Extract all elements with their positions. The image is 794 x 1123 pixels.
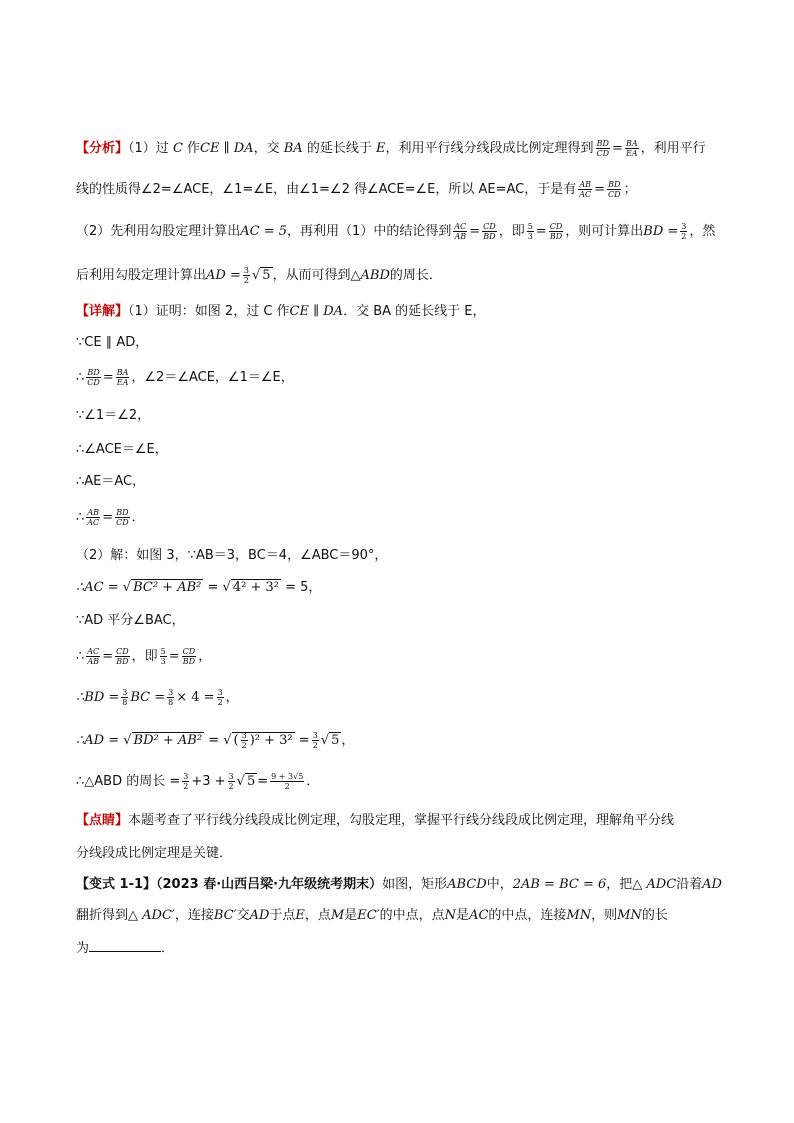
fraction: $\frac{3}{2}$ [183,772,189,791]
detail-tag: 【详解】 [76,304,129,319]
detail-line-6: ∴AE＝AC， [76,474,146,489]
detail-line-9: ∴AC = √ BC² + AB² = √ 4² + 3² = 5， [76,580,322,595]
fraction: $\frac{3}{2}$ [228,772,234,791]
fraction: $\frac{5}{3}$ [527,222,533,241]
variant-line-3: 为 ． [76,941,175,956]
fraction: $\frac{9 + 3√5}{2}$ [271,772,304,791]
fraction: $\frac{3}{2}$ [217,688,223,707]
fraction: $\frac{BA}{EA}$ [625,139,638,158]
fraction: $\frac{BD}{CD}$ [116,508,129,527]
fraction: $\frac{AC}{AB}$ [454,222,467,241]
analysis-tag: 【分析】 [76,141,129,156]
comment-line-1: 【点睛】本题考查了平行线分线段成比例定理，勾股定理，掌握平行线分线段成比例定理，理解角平分线 [76,813,675,828]
fraction: $\frac{3}{8}$ [168,688,174,707]
fraction: $\frac{AC}{AB}$ [87,647,100,666]
detail-line-4: ∵∠1＝∠2， [76,408,151,423]
variant-tag: 【变式 1-1】 [76,877,157,892]
variant-source: （2023 春·山西吕梁·九年级统考期末） [156,877,383,892]
fraction: $\frac{3}{2}$ [241,731,247,750]
fraction: $\frac{BD}{CD}$ [608,180,621,199]
detail-line-8: （2）解：如图 3，∵AB＝3，BC＝4，∠ABC＝90°， [76,548,388,563]
fraction: $\frac{3}{2}$ [312,731,318,750]
fraction: $\frac{3}{8}$ [122,688,128,707]
answer-blank[interactable] [89,939,161,952]
fraction: $\frac{AB}{AC}$ [87,508,100,527]
analysis-line-2: 线的性质得∠2=∠ACE，∠1=∠E，由∠1=∠2 得∠ACE=∠E，所以 AE=AC，于是有 $\frac{AB}{AC}$ = $\frac{BD}{CD}$ ； [76,180,637,199]
comment-line-2: 分线段成比例定理是关键． [76,846,233,861]
fraction: $\frac{3}{2}$ [681,222,687,241]
fraction: $\frac{BD}{CD}$ [596,139,610,158]
detail-line-13: ∴AD = √ BD² + AB² = √ ( $\frac{3}{2}$ )² + 3² = $\frac{3}{2}$ √ 5 ， [76,731,355,750]
fraction: $\frac{CD}{BD}$ [182,647,196,666]
variant-line-2: 翻折得到△ ADC′，连接BC′交AD于点E，点M是EC′的中点，点N是AC的中点，连接MN，则MN的长 [76,908,668,923]
detail-line-1: 【详解】（1）证明：如图 2，过 C 作CE ∥ DA．交 BA 的延长线于 E， [76,304,486,319]
comment-tag: 【点睛】 [76,813,129,828]
fraction: $\frac{CD}{BD}$ [483,222,496,241]
detail-line-14: ∴△ABD 的周长 = $\frac{3}{2}$ +3 + $\frac{3}{2}$ √ 5 = $\frac{9 + 3√5}{2}$ ． [76,772,320,791]
detail-line-2: ∵CE ∥ AD， [76,335,149,350]
analysis-line-1: 【分析】（1）过 C 作CE ∥ DA，交 BA 的延长线于 E，利用平行线分线段成比例定理得到 $\frac{BD}{CD}$ = $\frac{BA}{EA}$ ，利用平行 [76,139,706,158]
fraction: $\frac{3}{2}$ [243,266,249,285]
detail-line-10: ∵AD 平分∠BAC， [76,613,185,628]
fraction: $\frac{BA}{EA}$ [116,368,129,387]
detail-line-7: ∴ $\frac{AB}{AC}$ = $\frac{BD}{CD}$ ． [76,508,145,527]
analysis-line-4: 后利用勾股定理计算出AD = $\frac{3}{2}$ √ 5 ，从而可得到△ABD的周长． [76,266,442,285]
detail-line-5: ∴∠ACE＝∠E， [76,442,168,457]
fraction: $\frac{CD}{BD}$ [116,647,129,666]
fraction: $\frac{CD}{BD}$ [549,222,563,241]
variant-line-1: 【变式 1-1】（2023 春·山西吕梁·九年级统考期末）如图，矩形ABCD中，2AB = BC = 6，把△ ADC沿着AD [76,877,722,892]
fraction: $\frac{5}{3}$ [160,647,166,666]
analysis-line-3: （2）先利用勾股定理计算出AC = 5，再利用（1）中的结论得到 $\frac{AC}{AB}$ = $\frac{CD}{BD}$ ，即 $\frac{5}{3}$ = $\frac{CD}{BD}$ ，则可计算出BD = $\frac{3}{2}$ ，然 [76,222,716,241]
fraction: $\frac{BD}{CD}$ [87,368,100,387]
detail-line-3: ∴ $\frac{BD}{CD}$ = $\frac{BA}{EA}$ ，∠2＝∠ACE，∠1＝∠E， [76,368,294,387]
fraction: $\frac{AB}{AC}$ [579,180,592,199]
detail-line-11: ∴ $\frac{AC}{AB}$ = $\frac{CD}{BD}$ ，即 $\frac{5}{3}$ = $\frac{CD}{BD}$ ， [76,647,212,666]
detail-line-12: ∴BD = $\frac{3}{8}$ BC = $\frac{3}{8}$ × 4 = $\frac{3}{2}$ ， [76,688,239,707]
